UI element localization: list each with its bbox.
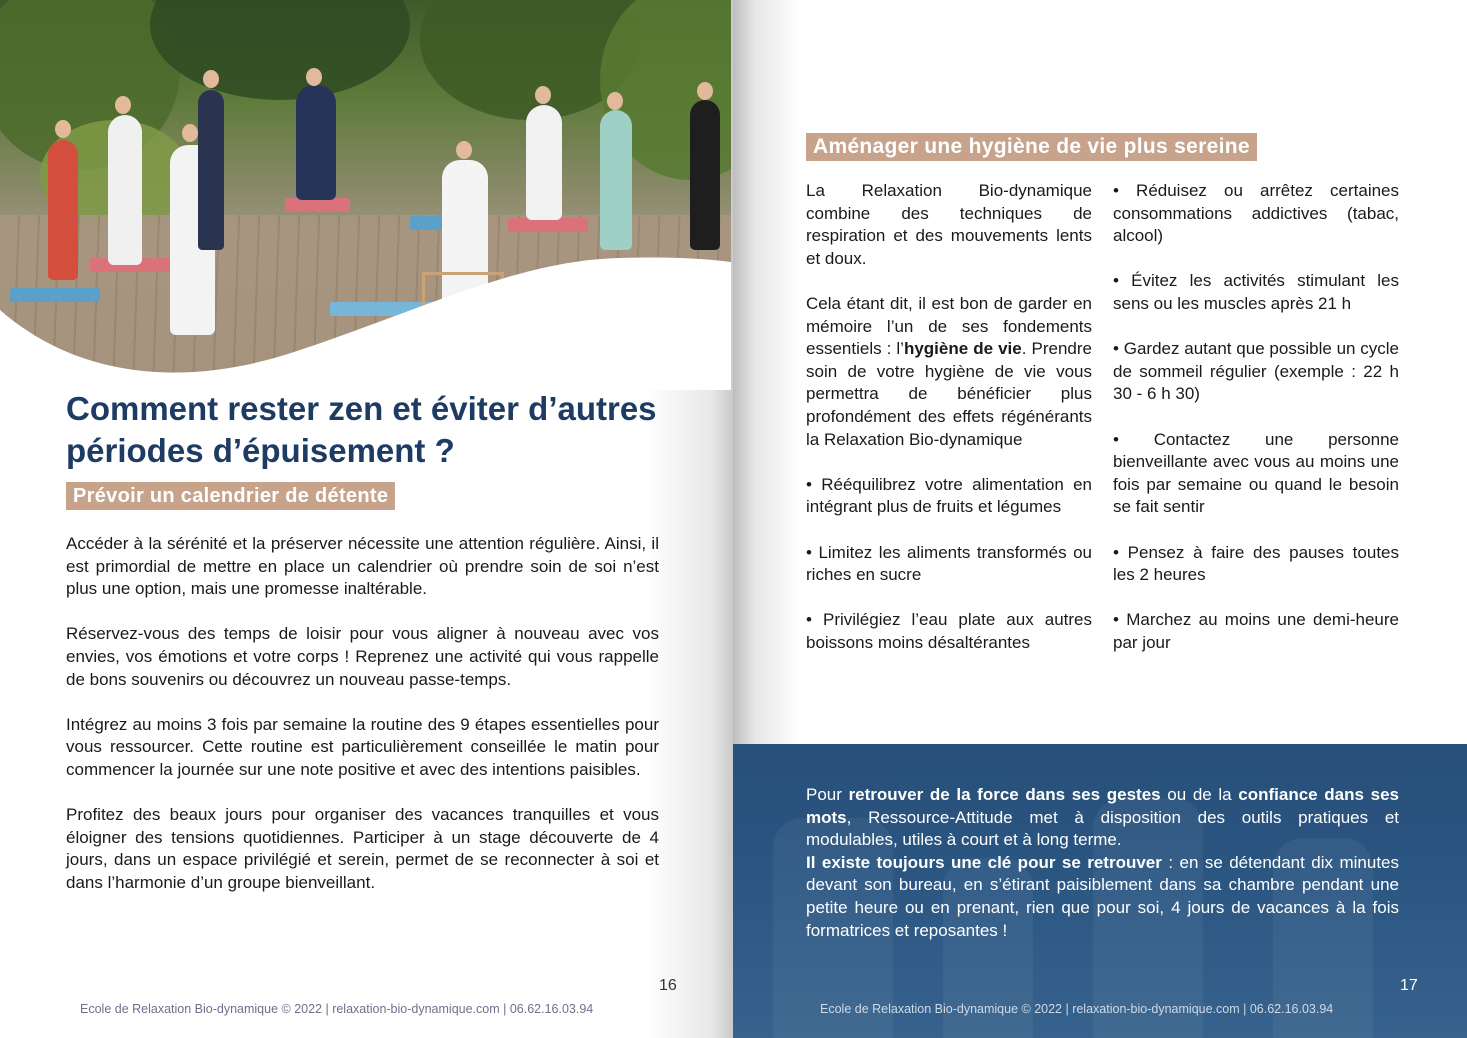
- bullet-item: • Rééquilibrez votre alimentation en intégrant plus de fruits et légumes: [806, 474, 1092, 517]
- right-column-2: [1113, 180, 1399, 677]
- section-tag-calendrier: Prévoir un calendrier de détente: [66, 482, 395, 510]
- paragraph: Profitez des beaux jours pour organiser des vacances tranquilles et vous éloigner des tensions quotidiennes. Participer à un stage découverte de 4 jours, dans un espace privilégié et serein, permet de se reconnecter à soi et dans l’harmonie d’un groupe bienveillant.: [66, 805, 659, 892]
- band-paragraph: [806, 784, 1399, 852]
- white-wave-shape: [0, 240, 731, 390]
- paragraph: Réservez-vous des temps de loisir pour vous aligner à nouveau avec vos envies, vos émotions et votre corps ! Reprenez une activité qui vous rappelle de bons souvenirs ou découvrez un nouveau passe-temps.: [66, 624, 659, 689]
- bullet-item: • Pensez à faire des pauses toutes les 2 heures: [1113, 542, 1399, 585]
- bullet-item: • Privilégiez l’eau plate aux autres boissons moins désaltérantes: [806, 610, 1092, 652]
- paragraph: La Relaxation Bio-dynamique combine des techniques de respiration et des mouvements lents et doux.: [806, 181, 1092, 268]
- footer-credits: Ecole de Relaxation Bio-dynamique © 2022 | relaxation-bio-dynamique.com | 06.62.16.03.94: [820, 1002, 1334, 1016]
- left-body-text: [66, 533, 659, 917]
- bold-text: Il existe toujours une clé pour se retrouver: [806, 852, 1162, 872]
- text-run: : en se détendant dix minutes devant son bureau, en s’étirant paisiblement dans sa chambre pendant une petite heure ou en prenant, rien que pour soi, 4 jours de vacances à la fois formatrices et reposantes !: [806, 852, 1399, 940]
- left-page: [0, 0, 733, 1038]
- bullet-item: • Gardez autant que possible un cycle de sommeil régulier (exemple : 22 h 30 - 6 h 30): [1113, 339, 1399, 404]
- bold-text: hygiène de vie: [903, 339, 1022, 359]
- bullet-item: • Limitez les aliments transformés ou riches en sucre: [806, 542, 1092, 585]
- paragraph: Accéder à la sérénité et la préserver nécessite une attention régulière. Ainsi, il est primordial de mettre en place un calendrier où prendre soin de soi n’est plus une option, mais une promesse inaltérable.: [66, 534, 659, 599]
- paragraph: Intégrez au moins 3 fois par semaine la routine des 9 étapes essentielles pour vous ressourcer. Cette routine est particulièrement conseillée le matin pour commencer la journée sur une note positive et avec des intentions paisibles.: [66, 714, 659, 779]
- page-number: 17: [1400, 977, 1418, 994]
- paragraph: [806, 293, 1092, 451]
- band-text: [806, 784, 1399, 942]
- bold-text: confiance dans ses mots: [806, 785, 1399, 827]
- text-run: Pour: [806, 785, 849, 804]
- text-run: Cela étant dit, il est bon de garder en mémoire l’un de ses fondements essentiels : l’: [806, 293, 1092, 359]
- text-run: ou de la: [1160, 785, 1239, 804]
- section-tag-hygiene: Aménager une hygiène de vie plus sereine: [806, 133, 1257, 161]
- bullet-item: • Évitez les activités stimulant les sens ou les muscles après 21 h: [1113, 271, 1399, 313]
- text-run: . Prendre soin de votre hygiène de vie vous permettra de bénéficier plus profondément des effets régénérants la Relaxation Bio-dynamique: [806, 339, 1092, 449]
- footer-credits: Ecole de Relaxation Bio-dynamique © 2022 | relaxation-bio-dynamique.com | 06.62.16.03.94: [80, 1002, 594, 1016]
- text-run: , Ressource-Attitude met à disposition des outils pratiques et modulables, utiles à court et à long terme.: [806, 807, 1399, 850]
- page-title: Comment rester zen et éviter d’autres périodes d’épuisement ?: [66, 390, 657, 469]
- right-column-1: [806, 180, 1092, 677]
- bullet-item: • Marchez au moins une demi-heure par jour: [1113, 610, 1399, 652]
- page-number: 16: [659, 977, 677, 994]
- band-paragraph: [806, 852, 1399, 942]
- bullet-item: • Réduisez ou arrêtez certaines consommations addictives (tabac, alcool): [1113, 181, 1399, 246]
- bullet-item: • Contactez une personne bienveillante avec vous au moins une fois par semaine ou quand le besoin se fait sentir: [1113, 429, 1399, 517]
- bold-text: retrouver de la force dans ses gestes: [848, 785, 1161, 804]
